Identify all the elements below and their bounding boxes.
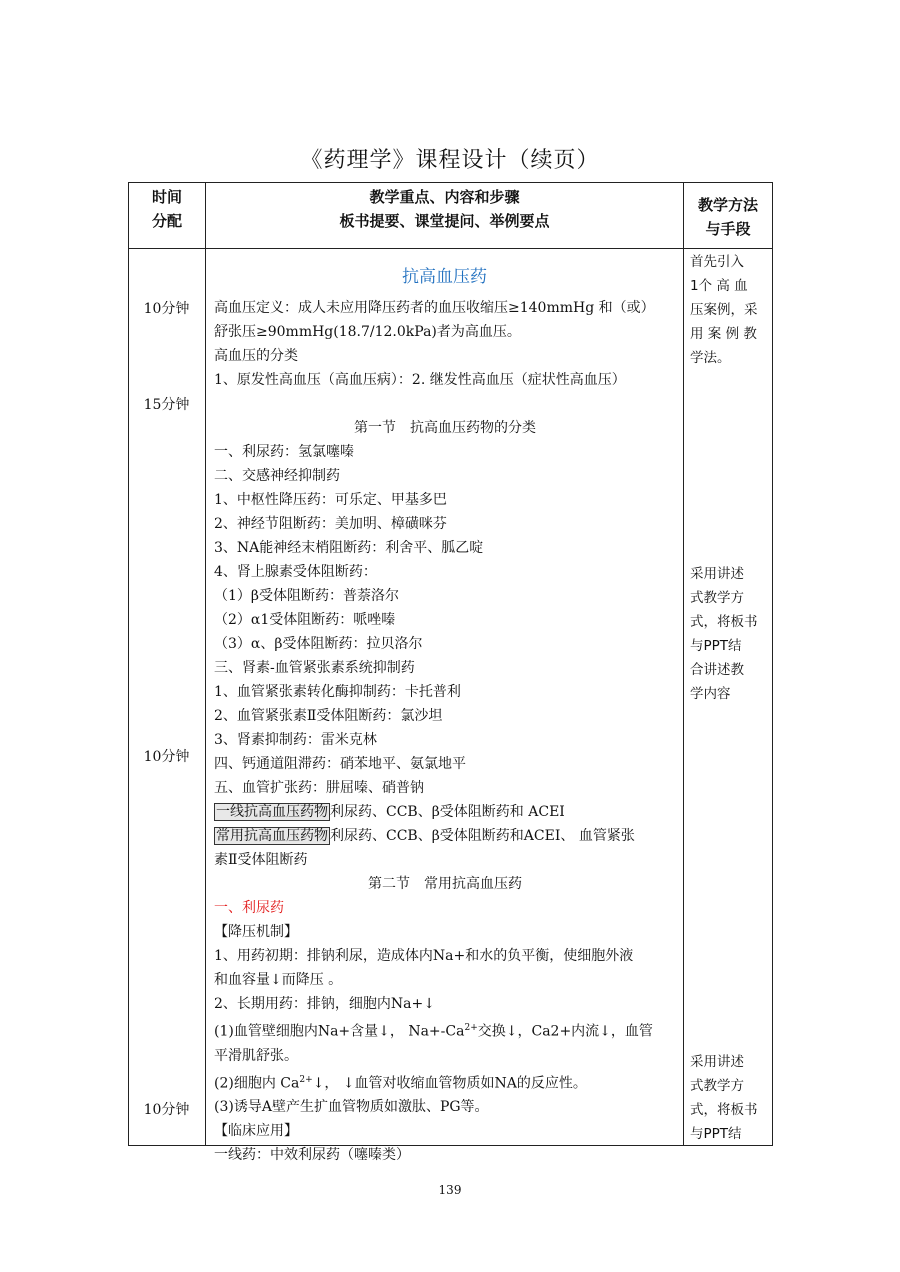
clinical-1: 一线药：中效利尿药（噻嗪类） [214,1147,410,1164]
list-item: 二、交感神经抑制药 [214,468,340,484]
mechanism-4: (2)细胞内 $Ca^{2+}↓$， ↓血管对收缩血管物质如NA的反应性。 [214,1074,587,1092]
list-item: 3、NA能神经末梢阻断药：利舍平、胍乙啶 [214,540,484,556]
mechanism-2: 2、长期用药：排钠，细胞内Na+↓ [214,996,435,1012]
table-divider-2 [683,182,684,1146]
time-2: 15分钟 [143,397,190,413]
first-line-drugs-text: 利尿药、CCB、β受体阻断药和 ACEI [330,804,565,820]
mechanism-heading: 【降压机制】 [214,924,298,940]
table-divider-1 [205,182,206,1146]
header-time: 时间 分配 [151,188,182,230]
header-content: 教学重点、内容和步骤 板书提要、课堂提问、举例要点 [339,188,550,230]
table-border-right [772,182,773,1146]
definition-line-1: 高血压定义：成人未应用降压药者的血压收缩压≥140mmHg 和（或） [214,300,655,316]
clinical-heading: 【临床应用】 [214,1123,298,1140]
list-item: 1、中枢性降压药：可乐定、甲基多巴 [214,492,447,508]
definition-line-2: 舒张压≥90mmHg(18.7/12.0kPa)者为高血压。 [214,324,521,340]
common-drugs-label-box: 常用抗高血压药物 [216,828,328,844]
mechanism-3b: 平滑肌舒张。 [214,1047,298,1064]
method-2: 采用讲述 式教学方 式，将板书 与PPT结 合讲述教 学内容 [690,566,758,702]
list-item: （3）α、β受体阻断药：拉贝洛尔 [214,636,423,652]
page-title: 《药理学》课程设计（续页） [300,148,600,173]
list-item: 3、肾素抑制药：雷米克林 [214,732,377,748]
section-2-heading: 第二节 常用抗高血压药 [368,876,522,892]
content-block [214,296,676,1167]
list-item: 4、肾上腺素受体阻断药： [214,564,377,580]
method-3: 采用讲述 式教学方 式，将板书 与PPT结 [690,1054,758,1142]
hypertension-types: 1、原发性高血压（高血压病）：2. 继发性高血压（症状性高血压） [214,372,626,388]
list-item: 2、神经节阻断药：美加明、樟磺咪芬 [214,516,447,532]
table-header-divider [128,248,773,249]
table-border-top [128,182,773,183]
common-drugs-text: 利尿药、CCB、β受体阻断药和ACEI、 血管紧张 [330,828,635,844]
time-4: 10分钟 [143,1102,190,1118]
mechanism-5: (3)诱导A壁产生扩血管物质如激肽、PG等。 [214,1099,489,1116]
list-item: 四、钙通道阻滞药：硝苯地平、氨氯地平 [214,756,466,772]
section-title: 抗高血压药 [402,267,487,287]
classification-heading: 高血压的分类 [214,348,298,364]
list-item: 一、利尿药：氢氯噻嗪 [214,444,354,460]
table-border-left [128,182,129,1146]
mechanism-3a: (1)血管壁细胞内Na+含量↓， $Na+-Ca^{2+}$交换↓，Ca2+内流↓，血管 [214,1023,653,1040]
list-item: （1）β受体阻断药：普萘洛尔 [214,588,400,604]
spacer [214,392,676,416]
mechanism-1b: 和血容量↓而降压 。 [214,972,343,988]
diuretic-heading: 一、利尿药 [214,900,284,916]
time-3: 10分钟 [143,749,190,765]
section-1-heading: 第一节 抗高血压药物的分类 [354,420,536,436]
first-line-label-box: 一线抗高血压药物 [216,804,328,820]
list-item: 2、血管紧张素Ⅱ受体阻断药：氯沙坦 [214,708,443,724]
list-item: （2）α1受体阻断药：哌唑嗪 [214,612,396,628]
common-drugs [214,824,676,848]
list-item: 五、血管扩张药：肼屈嗪、硝普钠 [214,780,424,796]
header-method: 教学方法 与手段 [697,196,758,238]
mechanism-1a: 1、用药初期：排钠利尿，造成体内Na+和水的负平衡，使细胞外液 [214,948,634,964]
page-number: 139 [438,1183,462,1197]
common-drugs-continued: 素Ⅱ受体阻断药 [214,852,308,868]
list-item: 三、肾素-血管紧张素系统抑制药 [214,660,415,676]
first-line-drugs [214,800,676,824]
list-item: 1、血管紧张素转化酶抑制药：卡托普利 [214,684,461,700]
time-1: 10分钟 [143,301,190,317]
method-1: 首先引入 1个 高 血 压案例，采 用 案 例 教 学法。 [690,254,758,366]
